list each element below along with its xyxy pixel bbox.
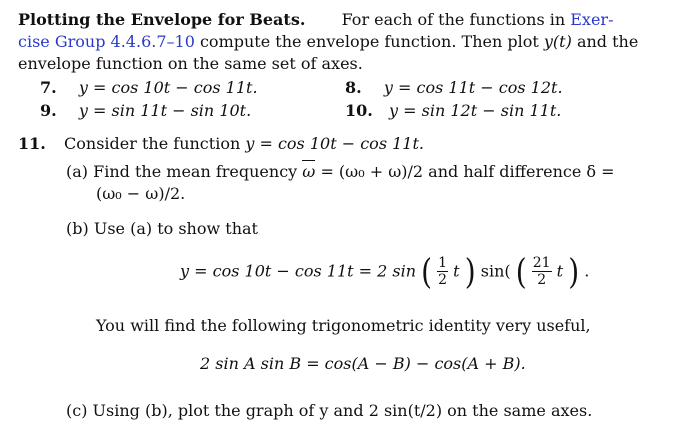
part-c-text: Using (b), plot the graph of y and 2 sin(t/2) on the same axes. bbox=[92, 401, 593, 420]
problem-number: 11. bbox=[18, 134, 46, 153]
display-lhs: y = cos 10t − cos 11t = 2 sin bbox=[180, 261, 417, 281]
identity-equation: 2 sin A sin B = cos(A − B) − cos(A + B). bbox=[200, 354, 526, 373]
right-paren: ) bbox=[464, 250, 476, 292]
part-c-line bbox=[66, 403, 592, 419]
section-title: Plotting the Envelope for Beats. bbox=[18, 10, 306, 29]
problem-10 bbox=[345, 103, 561, 119]
part-a-line-2 bbox=[96, 186, 185, 202]
var-t-2: t bbox=[556, 261, 564, 281]
problem-number: 10. bbox=[345, 101, 373, 120]
intro-line-1 bbox=[18, 12, 613, 28]
statement-equation: y = cos 10t − cos 11t. bbox=[245, 134, 424, 153]
problem-equation: y = cos 10t − cos 11t. bbox=[78, 78, 258, 97]
problem-11-statement bbox=[18, 136, 424, 152]
left-paren: ( bbox=[421, 250, 433, 292]
intro-text: For each of the functions in bbox=[341, 10, 566, 29]
var-t: t bbox=[453, 261, 460, 281]
problem-equation: y = cos 11t − cos 12t. bbox=[383, 78, 563, 97]
problem-9 bbox=[40, 103, 251, 119]
fraction-half: $\frac{1}{2}$ bbox=[438, 255, 448, 288]
sin-open: sin( bbox=[480, 261, 511, 281]
hint-text: You will find the following trigonometric identity very useful, bbox=[96, 316, 591, 335]
problem-number: 9. bbox=[40, 101, 57, 120]
problem-number: 7. bbox=[40, 78, 57, 97]
part-b-text: Use (a) to show that bbox=[93, 219, 258, 238]
intro-line-2 bbox=[18, 34, 638, 50]
right-paren-2: ) bbox=[568, 250, 580, 292]
part-a-line2: (ω₀ − ω)/2. bbox=[96, 184, 186, 203]
intro-yt: y(t) bbox=[543, 32, 572, 51]
part-label: (a) bbox=[66, 162, 89, 181]
intro-text-3: envelope function on the same set of axes. bbox=[18, 54, 363, 73]
statement-prefix: Consider the function bbox=[64, 134, 241, 153]
part-label: (b) bbox=[66, 219, 89, 238]
intro-and-the: and the bbox=[576, 32, 639, 51]
period: . bbox=[584, 261, 590, 281]
intro-line-3 bbox=[18, 56, 363, 72]
part-a-eq: = (ω₀ + ω)/2 and half difference δ = bbox=[320, 162, 615, 181]
part-a-line-1 bbox=[66, 164, 615, 180]
omega-bar: ω bbox=[302, 162, 316, 181]
exercise-link-part1[interactable]: Exer- bbox=[570, 10, 614, 29]
problem-number: 8. bbox=[345, 78, 362, 97]
intro-text-2: compute the envelope function. Then plot bbox=[199, 32, 539, 51]
part-b-line-1 bbox=[66, 221, 258, 237]
part-a-text: Find the mean frequency bbox=[93, 162, 298, 181]
problem-8 bbox=[345, 80, 563, 96]
hint-line bbox=[96, 318, 591, 334]
left-paren-2: ( bbox=[515, 250, 527, 292]
fraction-21-2: $\frac{21}{2}$ bbox=[532, 255, 551, 288]
problem-equation: y = sin 11t − sin 10t. bbox=[78, 101, 252, 120]
exercise-link-part2[interactable]: cise Group 4.4.6.7–10 bbox=[18, 32, 195, 51]
identity-line bbox=[200, 356, 526, 372]
part-label: (c) bbox=[66, 401, 88, 420]
display-equation bbox=[180, 250, 590, 292]
problem-7 bbox=[40, 80, 258, 96]
problem-equation: y = sin 12t − sin 11t. bbox=[389, 101, 562, 120]
